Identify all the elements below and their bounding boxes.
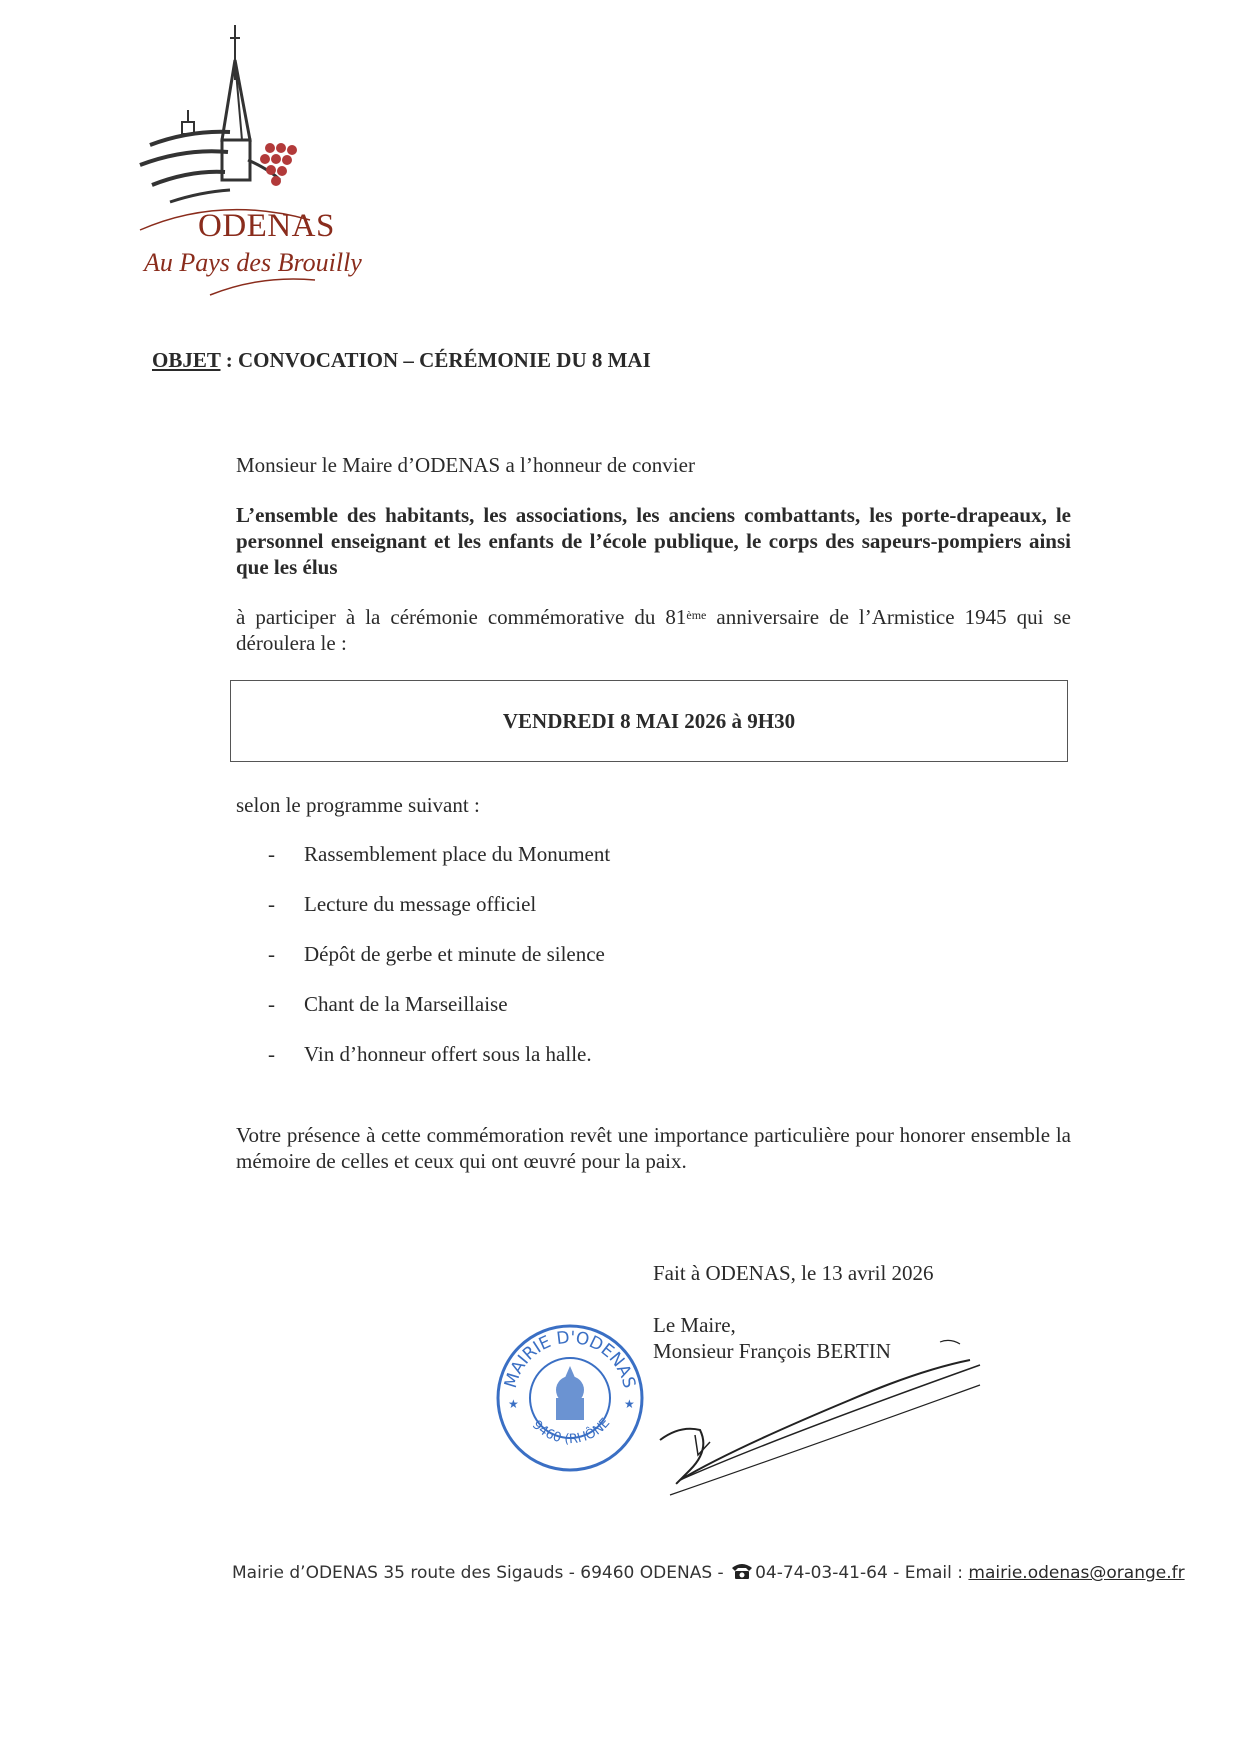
grapes-icon — [260, 143, 297, 186]
list-dash: - — [268, 992, 275, 1016]
invitees-text: L’ensemble des habitants, les associations, les anciens combattants, les porte-drapeaux, le personnel enseignant et les enfants de l’école publique, le corps des sapeurs-pompiers ainsi que les élus — [236, 503, 1071, 579]
subject-separator: : — [220, 348, 238, 372]
logo-tagline: Au Pays des Brouilly — [144, 248, 362, 277]
list-dash: - — [268, 1042, 275, 1066]
signature-scribble — [650, 1330, 1000, 1510]
mayor-signature — [650, 1330, 1000, 1510]
odenas-logo — [130, 20, 370, 310]
mayor-name: Monsieur François BERTIN — [653, 1339, 891, 1363]
svg-text:★: ★ — [508, 1397, 519, 1411]
list-dash: - — [268, 942, 275, 966]
subject-text: CONVOCATION – CÉRÉMONIE DU 8 MAI — [237, 348, 651, 372]
list-dash: - — [268, 842, 275, 866]
list-item — [268, 892, 610, 942]
intro-text: Monsieur le Maire d’ODENAS a l’honneur de convier — [236, 453, 695, 477]
footer-phone: 04-74-03-41-64 — [755, 1563, 888, 1583]
place-date: Fait à ODENAS, le 13 avril 2026 — [653, 1261, 934, 1285]
ordinal-suffix: ème — [686, 608, 707, 622]
programme-intro: selon le programme suivant : — [236, 793, 480, 817]
mayor-title: Le Maire, — [653, 1313, 736, 1337]
mairie-stamp — [490, 1318, 650, 1478]
list-item — [268, 842, 610, 892]
footer-address: Mairie d’ODENAS 35 route des Sigauds - 69460 ODENAS - — [232, 1563, 724, 1583]
list-item-text: Rassemblement place du Monument — [304, 842, 611, 866]
programme-list — [268, 842, 610, 1092]
footer-contact — [232, 1562, 1185, 1583]
logo-name: ODENAS — [198, 208, 335, 244]
event-date-box — [230, 680, 1068, 762]
list-item-text: Vin d’honneur offert sous la halle. — [304, 1042, 592, 1066]
list-item-text: Lecture du message officiel — [304, 892, 537, 916]
participate-text — [236, 604, 1071, 656]
svg-text:MAIRIE D'ODENAS: MAIRIE D'ODENAS — [500, 1327, 640, 1391]
closing-text: Votre présence à cette commémoration revêt une importance particulière pour honorer ensemble la mémoire de celles et ceux qui ont œuvré pour la paix. — [236, 1123, 1071, 1173]
list-item-text: Chant de la Marseillaise — [304, 992, 508, 1016]
footer-email-link[interactable]: mairie.odenas@orange.fr — [968, 1563, 1185, 1583]
list-item — [268, 1042, 610, 1092]
event-date: VENDREDI 8 MAI 2026 à 9H30 — [502, 708, 796, 733]
telephone-icon — [731, 1562, 753, 1580]
svg-text:69460 (RHÔNE): 9460 (RHÔNE — [528, 1415, 614, 1448]
subject-label: OBJET — [152, 348, 221, 372]
stamp-seal-icon — [490, 1318, 650, 1478]
participate-before: à participer à la cérémonie commémorative du 81 — [236, 605, 687, 629]
list-dash: - — [268, 892, 275, 916]
list-item-text: Dépôt de gerbe et minute de silence — [304, 942, 605, 966]
participate-after: anniversaire de l’Armistice 1945 qui se déroulera le : — [236, 605, 1071, 655]
list-item — [268, 992, 610, 1042]
list-item — [268, 942, 610, 992]
subject-line — [152, 348, 651, 373]
svg-text:★: ★ — [624, 1397, 635, 1411]
footer-email-label: - Email : — [887, 1563, 969, 1583]
